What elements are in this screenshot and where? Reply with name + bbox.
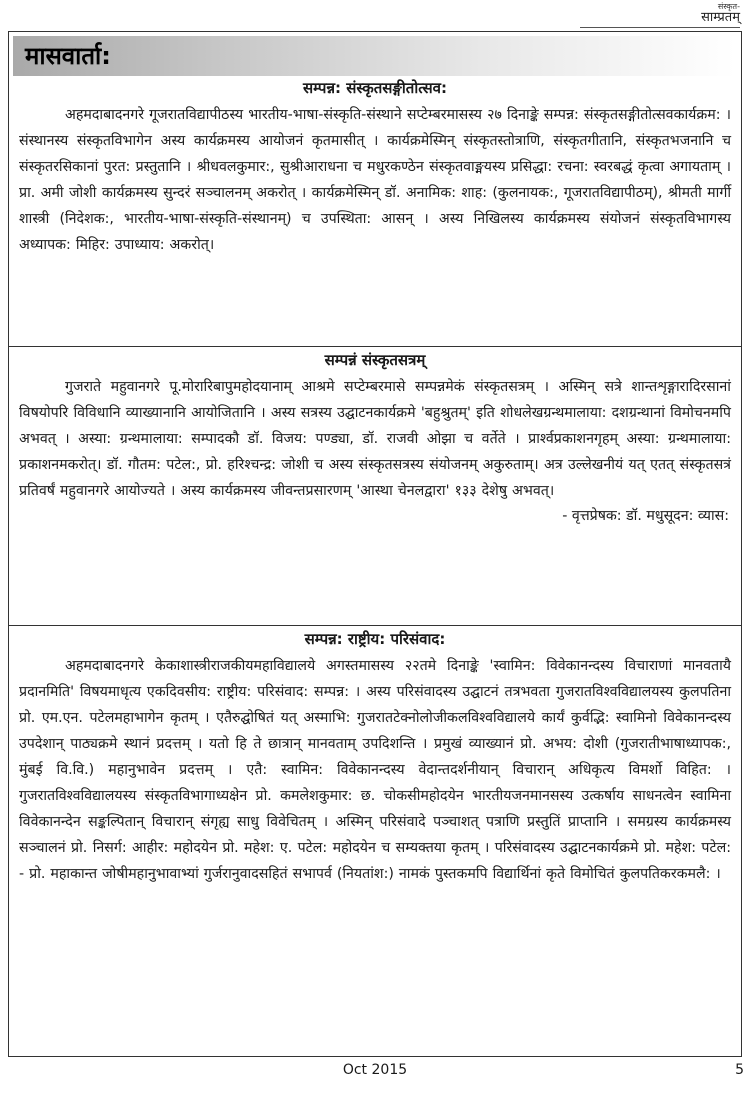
news-reporter: - वृत्तप्रेषक: डॉ. मधुसूदन: व्यास:: [562, 508, 729, 524]
masthead-title: साम्प्रतम्: [701, 10, 740, 25]
news-body: अहमदाबादनगरे गूजरातविद्यापीठस्य भारतीय-भाषा-संस्कृति-संस्थाने सप्टेम्बरमासस्य २७ दिनाङ्के सम्पन्न: संस्कृतसङ्गीतोत्सवकार्यक्रम: । संस्थानस्य संस्कृतविभागेन अस्य कार्यक्रमस्य आयोजनं कृतमासीत् । कार्यक्रमेस्मिन् संस्कृतस्तोत्राणि, संस्कृतगीतानि, संस्कृतभजनानि च संस्कृतरसिकानां पुरत: प्रस्तुतानि । श्रीधवलकुमार:, सुश्रीआराधना च मधुरकण्ठेन संस्कृतवाङ्मयस्य प्रसिद्धा: रचना: स्वरबद्धं कृत्वा अगायताम् । प्रा. अमी जोशी कार्यक्रमस्य सुन्दरं सञ्चालनम् अकरोत् । कार्यक्रमेस्मिन् डॉ. अनामिक: शाह: (कुलनायक:, गूजरातविद्यापीठम्), श्रीमती मार्गी शास्त्री (निदेशक:, भारतीय-भाषा-संस्कृति-संस्थानम्) च उपस्थिता: आसन् । अस्य निखिलस्य कार्यक्रमस्य संयोजनं संस्कृतविभागस्य अध्यापक: मिहिर: उपाध्याय: अकरोत्।: [19, 107, 731, 253]
news-item-sanskrit-satra: [9, 350, 741, 528]
masthead-subtitle: संस्कृत-: [717, 2, 740, 11]
section-divider: [9, 625, 741, 626]
news-body: गुजराते महुवानगरे पू.मोरारिबापुमहोदयानाम् आश्रमे सप्टेम्बरमासे सम्पन्नमेकं संस्कृतसत्रम् । अस्मिन् सत्रे शान्तशृङ्गारादिरसानां विषयोपरि विविधानि व्याख्यानानि आयोजितानि । अस्य सत्रस्य उद्घाटनकार्यक्रमे 'बहुश्रुतम्' इति शोधलेखग्रन्थमालाया: दशग्रन्थानां विमोचनमपि अभवत् । अस्या: ग्रन्थमालाया: सम्पादकौ डॉ. विजय: पण्ड्या, डॉ. राजवी ओझा च वर्तेते । प्रार्श्वप्रकाशनगृहम् अस्या: ग्रन्थमालाया: प्रकाशनमकरोत्। डॉ. गौतम: पटेल:, प्रो. हरिश्चन्द्र: जोशी च अस्य संस्कृतसत्रस्य संयोजनम् अकुरुताम्। अत्र उल्लेखनीयं यत् एतत् संस्कृतसत्रं प्रतिवर्षं महुवानगरे आयोज्यते । अस्य कार्यक्रमस्य जीवन्तप्रसारणम् 'आस्था चेनलद्वारा' १३३ देशेषु अभवत्।: [19, 379, 731, 499]
footer-date: Oct 2015: [342, 1062, 408, 1078]
news-heading: सम्पन्न: संस्कृतसङ्गीतोत्सव:: [303, 79, 447, 97]
masthead-rule: [580, 27, 740, 28]
news-item-sangitotsava: [9, 78, 741, 258]
news-item-paristhitisamvad: [9, 629, 741, 887]
banner-title: मासवार्ता:: [25, 42, 111, 70]
section-banner: [13, 36, 735, 76]
news-frame: [8, 31, 742, 1057]
section-divider: [9, 346, 741, 347]
news-heading: सम्पन्न: राष्ट्रीय: परिसंवाद:: [304, 630, 446, 648]
masthead: [620, 2, 740, 25]
news-heading: सम्पन्नं संस्कृतसत्रम्: [324, 351, 426, 369]
page-number: 5: [735, 1062, 744, 1078]
news-body: अहमदाबादनगरे केकाशास्त्रीराजकीयमहाविद्यालये अगस्तमासस्य २२तमे दिनाङ्के 'स्वामिन: विवेकानन्दस्य विचाराणां मानवतायै प्रदानमिति' विषयमाधृत्य एकदिवसीय: राष्ट्रीय: परिसंवाद: सम्पन्न: । अस्य परिसंवादस्य उद्घाटनं तत्रभवता गुजरातविश्वविद्यालयस्य कुलपतिना प्रो. एम.एन. पटेलमहाभागेन कृतम् । एतैरुद्घोषितं यत् अस्माभि: गुजरातटेक्नोलोजीकलविश्वविद्यालये कार्यं कुर्वद्भि: स्वामिनो विवेकानन्दस्य उपदेशान् पाठ्यक्रमे स्थानं प्रदत्तम् । यतो हि ते छात्रान् मानवताम् उपदिशन्ति । प्रमुखं व्याख्यानं प्रो. अभय: दोशी (गुजरातीभाषाध्यापक:, मुंबई वि.वि.) महानुभावेन प्रदत्तम् । एतै: स्वामिन: विवेकानन्दस्य वेदान्तदर्शनीयान् विचारान् अधिकृत्य विमर्शो विहित: । गुजरातविश्वविद्यालयस्य संस्कृतविभागाध्यक्षेन प्रो. कमलेशकुमार: छ. चोकसीमहोदयेन भारतीयजनमानसस्य उत्कर्षाय साधनत्वेन स्वामिना विवेकानन्देन सङ्कल्पितान् विचारान् संगृह्य साधु विवेचितम् । अस्मिन् परिसंवादे पञ्चाशत् पत्राणि प्रस्तुतिं प्राप्तानि । समग्रस्य कार्यक्रमस्य सञ्चालनं प्रो. निसर्ग: आहीर: महोदयेन प्रो. महेश: ए. पटेल: महोदयेन च सम्यक्तया कृतम् । परिसंवादस्य उद्घाटनकार्यक्रमे प्रो. महेश: पटेल: - प्रो. महाकान्त जोषीमहानुभावाभ्यां गुर्जरानुवादसहितं सभापर्व (नियतांश:) नामकं पुस्तकमपि विद्यार्थिनां कृते विमोचितं कुलपतिकरकमलै: ।: [19, 658, 731, 882]
